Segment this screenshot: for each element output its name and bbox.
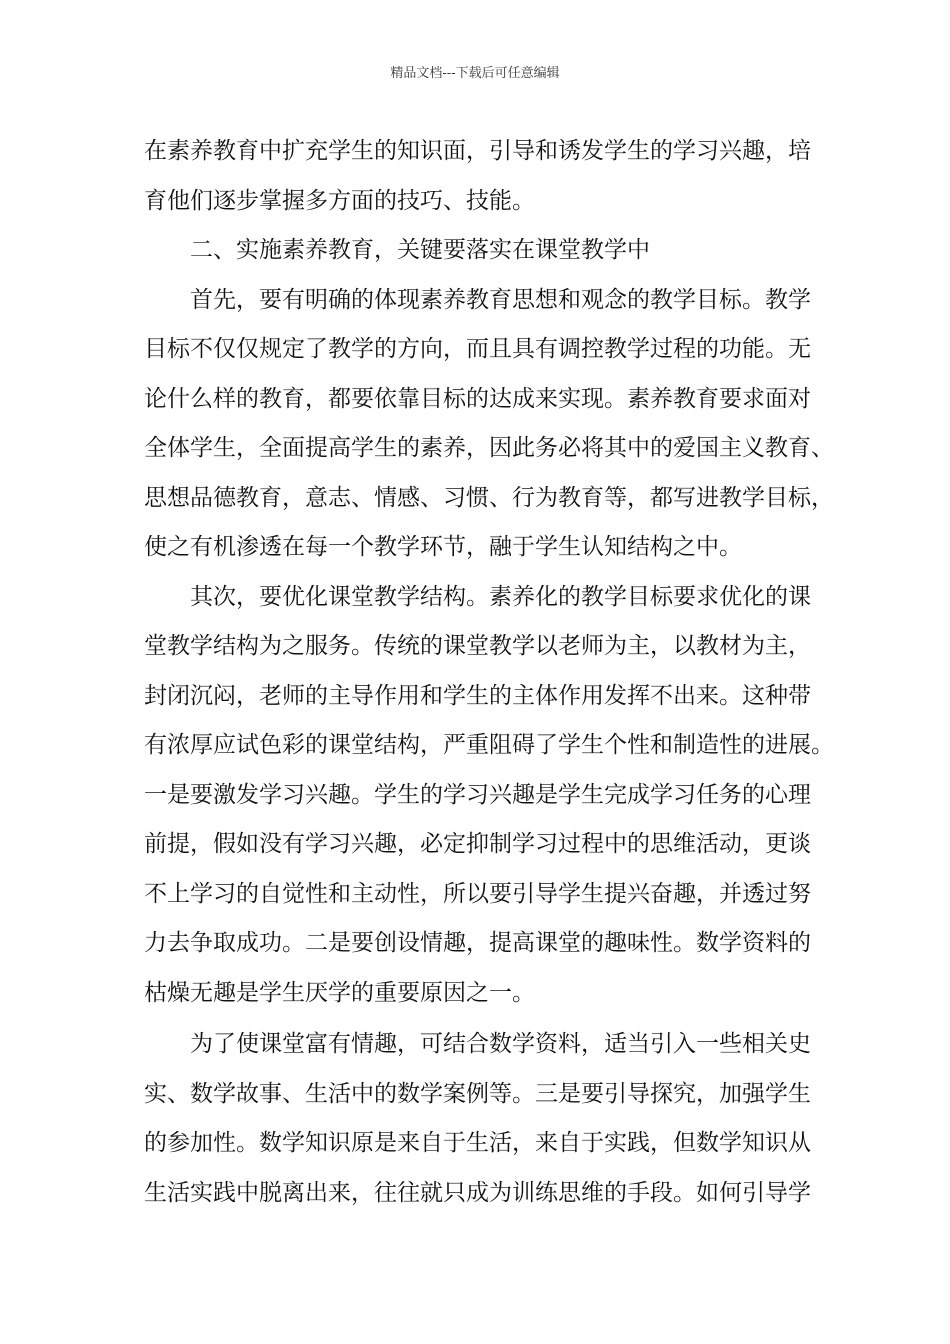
text-line: 目标不仅仅规定了教学的方向，而且具有调控教学过程的功能。无 (144, 336, 811, 362)
page-header: 精品文档---下载后可任意编辑 (390, 66, 560, 81)
text-line: 生活实践中脱离出来，往往就只成为训练思维的手段。如何引导学 (144, 1179, 811, 1206)
text-line: 一是要激发学习兴趣。学生的学习兴趣是学生完成学习任务的心理 (144, 781, 811, 808)
paragraph-start: 其次，要优化课堂教学结构。素养化的教学目标要求优化的课 (144, 583, 811, 610)
text-line: 使之有机渗透在每一个教学环节，融于学生认知结构之中。 (144, 534, 742, 560)
text-line: 的参加性。数学知识原是来自于生活，来自于实践，但数学知识从 (144, 1130, 811, 1156)
text-line: 实、数学故事、生活中的数学案例等。三是要引导探究，加强学生 (144, 1080, 811, 1107)
document-body (144, 127, 844, 1218)
text-line: 全体学生，全面提高学生的素养，因此务必将其中的爱国主义教育、 (144, 435, 834, 461)
text-line: 枯燥无趣是学生厌学的重要原因之一。 (144, 979, 535, 1006)
text-line: 育他们逐步掌握多方面的技巧、技能。 (144, 187, 535, 214)
text-line: 不上学习的自觉性和主动性，所以要引导学生提兴奋趣，并透过努 (144, 880, 811, 907)
paragraph-start: 首先，要有明确的体现素养教育思想和观念的教学目标。教学 (144, 286, 811, 313)
paragraph-start: 为了使课堂富有情趣，可结合数学资料，适当引入一些相关史 (144, 1031, 811, 1057)
text-line: 封闭沉闷，老师的主导作用和学生的主体作用发挥不出来。这种带 (144, 682, 811, 709)
text-line: 前提，假如没有学习兴趣，必定抑制学习过程中的思维活动，更谈 (144, 831, 811, 857)
section-heading: 二、实施素养教育，关键要落实在课堂教学中 (144, 237, 650, 263)
text-line: 有浓厚应试色彩的课堂结构，严重阻碍了学生个性和制造性的进展。 (144, 732, 834, 758)
text-line: 堂教学结构为之服务。传统的课堂教学以老师为主，以教材为主， (144, 633, 811, 659)
text-line: 力去争取成功。二是要创设情趣，提高课堂的趣味性。数学资料的 (144, 930, 811, 956)
text-line: 在素养教育中扩充学生的知识面，引导和诱发学生的学习兴趣，培 (144, 138, 811, 164)
text-line: 论什么样的教育，都要依靠目标的达成来实现。素养教育要求面对 (144, 385, 811, 412)
text-line: 思想品德教育，意志、情感、习惯、行为教育等，都写进教学目标， (144, 484, 834, 511)
